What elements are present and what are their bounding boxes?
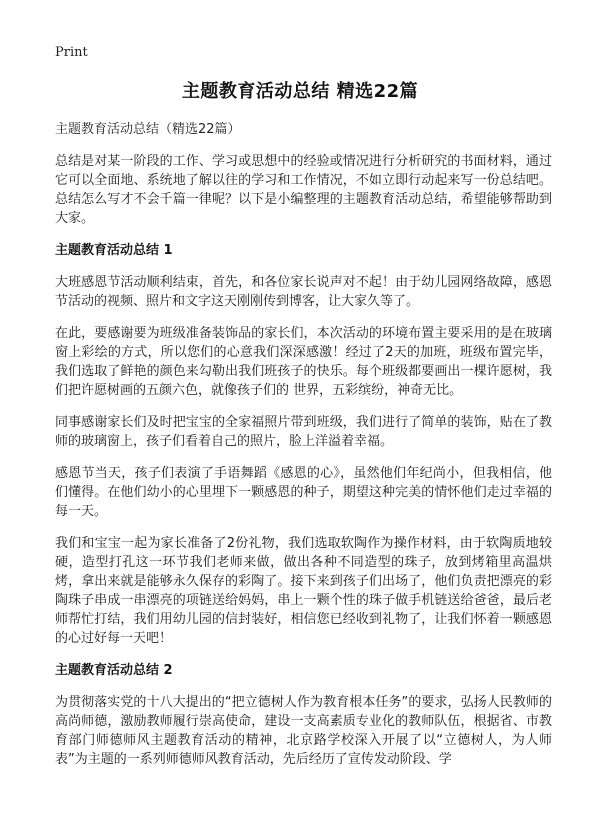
- intro-paragraph: 总结是对某一阶段的工作、学习或思想中的经验或情况进行分析研究的书面材料，通过它可以全面地、系统地了解以往的学习和工作情况，不如立即行动起来写一份总结吧。总结怎么写才不会千篇一律呢？以下是小编整理的主题教育活动总结，希望能够帮助到大家。: [55, 154, 552, 226]
- page-title: 主题教育活动总结 精选22篇: [181, 81, 419, 102]
- section-paragraph: 我们和宝宝一起为家长准备了2份礼物，我们选取软陶作为操作材料，由于软陶质地较硬，造型打孔这一环节我们老师来做，做出各种不同造型的珠子，放到烤箱里高温烘烤，拿出来就是能够永久保存的彩陶了。接下来到孩子们出场了，他们负责把漂亮的彩陶珠子串成一串漂亮的项链送给妈妈，串上一颗个性的珠子做手机链送给爸爸，最后老师帮忙打结，我们用幼儿园的信封装好，相信您已经收到礼物了，让我们怀着一颗感恩的心过好每一天吧！: [55, 536, 552, 646]
- print-link[interactable]: Print: [55, 45, 88, 60]
- section-paragraph: 同事感谢家长们及时把宝宝的全家福照片带到班级，我们进行了简单的装饰，贴在了教师的玻璃窗上，孩子们看着自己的照片，脸上洋溢着幸福。: [55, 415, 552, 449]
- section-paragraph: 在此，要感谢要为班级准备装饰品的家长们，本次活动的环境布置主要采用的是在玻璃窗上彩绘的方式，所以您们的心意我们深深感激！经过了2天的加班，班级布置完毕，我们选取了鲜艳的颜色来勾勒出我们班孩子的快乐。每个班级都要画出一棵许愿树，我们把许愿树画的五颜六色，就像孩子们的 世界，五彩缤纷，神奇无比。: [55, 326, 552, 398]
- section-heading: 主题教育活动总结 2: [55, 663, 173, 678]
- section-paragraph: 为贯彻落实党的十八大提出的“把立德树人作为教育根本任务”的要求，弘扬人民教师的高尚师德，激励教师履行崇高使命，建设一支高素质专业化的教师队伍，根据省、市教育部门师德师风主题教育活动的精神，北京路学校深入开展了以“立德树人，为人师表”为主题的一系列师德师风教育活动，先后经历了宣传发动阶段、学: [55, 695, 552, 767]
- document-body: [55, 120, 552, 782]
- section-heading: 主题教育活动总结 1: [55, 243, 173, 258]
- section-paragraph: 大班感恩节活动顺利结束，首先，和各位家长说声对不起！由于幼儿园网络故障，感恩节活动的视频、照片和文字这天刚刚传到博客，让大家久等了。: [55, 275, 552, 309]
- document-subtitle: 主题教育活动总结（精选22篇）: [55, 122, 241, 137]
- section-paragraph: 感恩节当天，孩子们表演了手语舞蹈《感恩的心》，虽然他们年纪尚小，但我相信，他们懂得。在他们幼小的心里埋下一颗感恩的种子，期望这种完美的情怀他们走过幸福的每一天。: [55, 466, 552, 519]
